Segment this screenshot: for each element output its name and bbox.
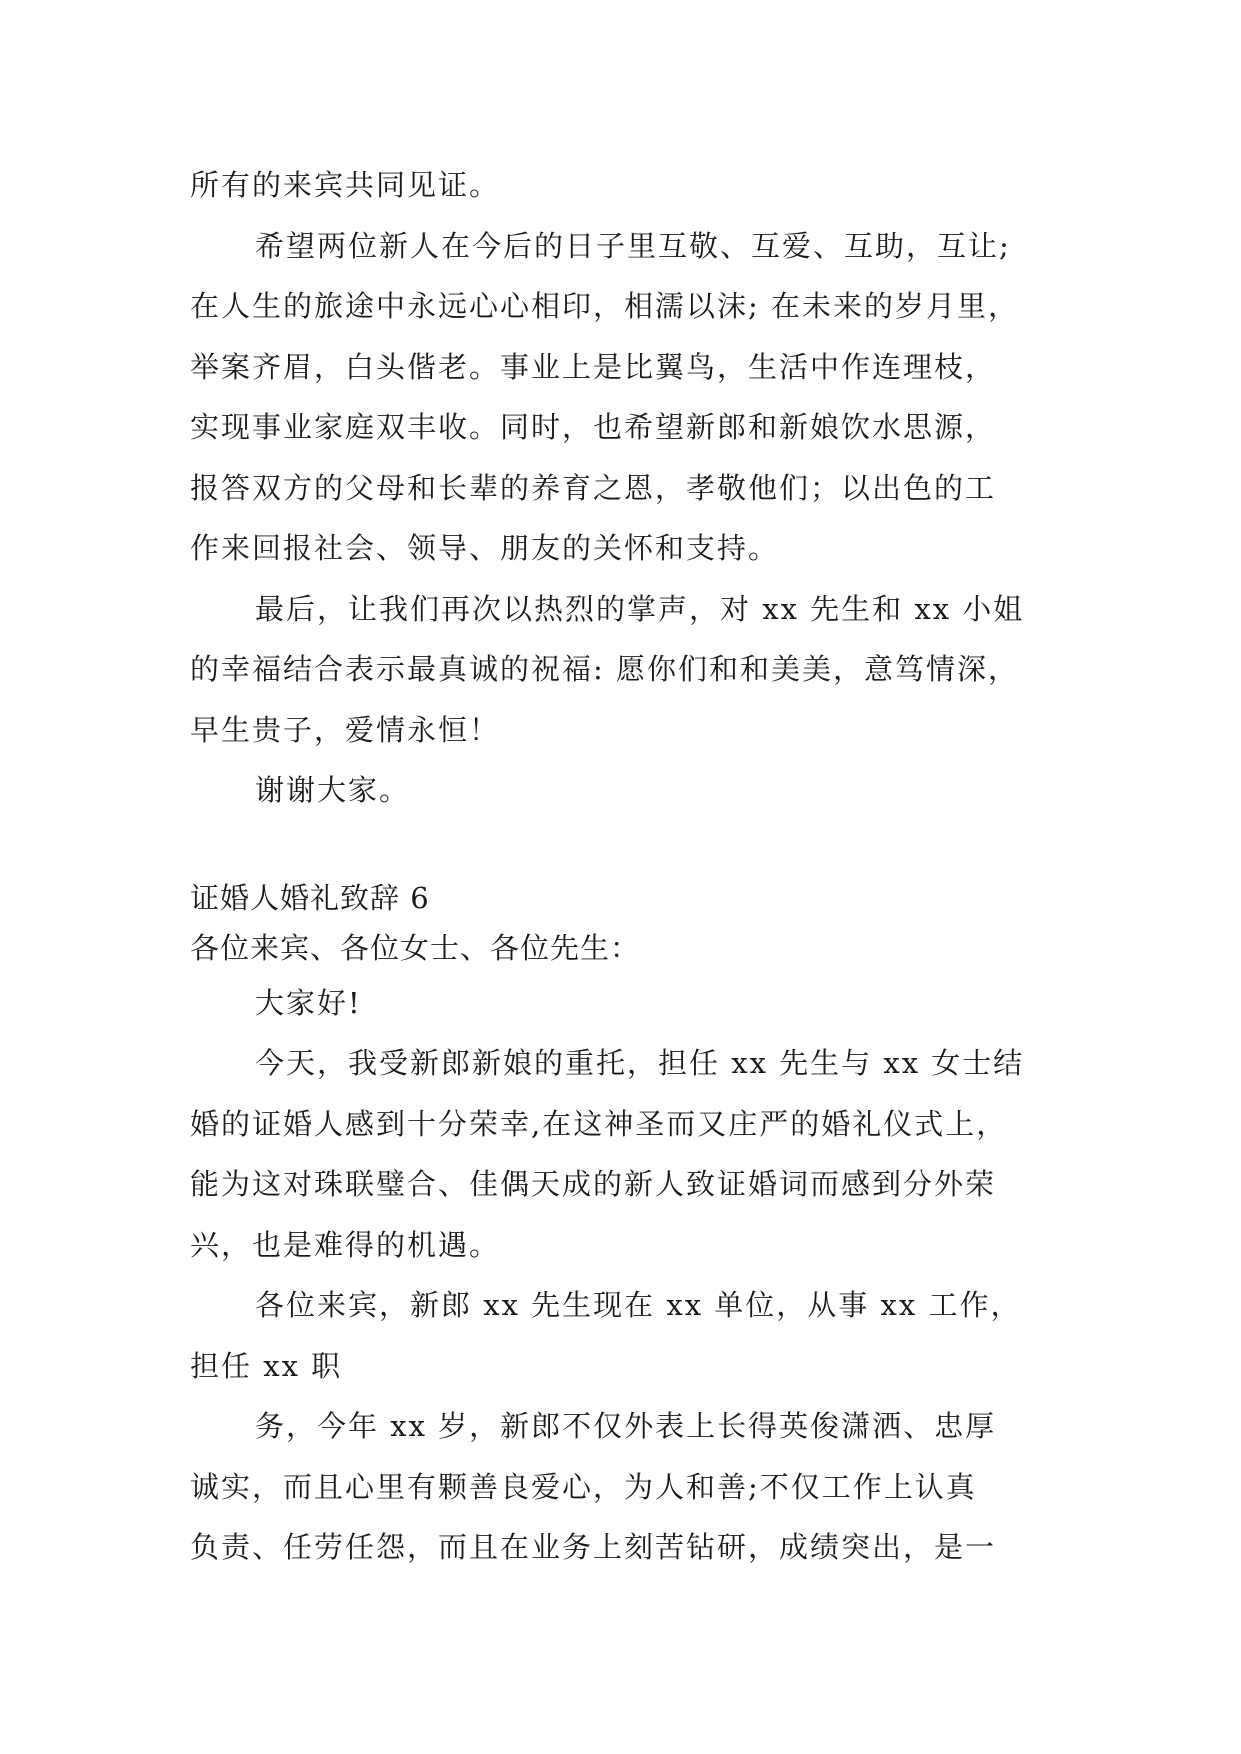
paragraph-line: 报答双方的父母和长辈的养育之恩，孝敬他们；以出色的工 bbox=[190, 470, 997, 505]
paragraph-line: 最后，让我们再次以热烈的掌声，对 xx 先生和 xx 小姐 bbox=[255, 591, 1025, 626]
paragraph-line: 各位来宾，新郎 xx 先生现在 xx 单位，从事 xx 工作， bbox=[255, 1288, 1022, 1322]
paragraph-line: 作来回报社会、领导、朋友的关怀和支持。 bbox=[190, 531, 780, 565]
paragraph-line: 兴，也是难得的机遇。 bbox=[190, 1227, 501, 1262]
section-heading: 证婚人婚礼致辞 6 bbox=[190, 880, 430, 915]
paragraph-line: 能为这对珠联璧合、佳偶天成的新人致证婚词而感到分外荣 bbox=[190, 1167, 997, 1201]
paragraph-line: 婚的证婚人感到十分荣幸,在这神圣而又庄严的婚礼仪式上， bbox=[190, 1106, 1008, 1141]
document-body bbox=[190, 155, 1060, 1578]
section-gap bbox=[190, 821, 1060, 873]
salutation: 各位来宾、各位女士、各位先生： bbox=[190, 930, 641, 965]
paragraph-line: 在人生的旅途中永远心心相印，相濡以沫; 在未来的岁月里， bbox=[190, 289, 1019, 323]
paragraph-line: 的幸福结合表示最真诚的祝福: 愿你们和和美美，意笃情深， bbox=[190, 652, 1019, 686]
paragraph-line: 希望两位新人在今后的日子里互敬、互爱、互助，互让; bbox=[255, 228, 1011, 263]
paragraph-line: 担任 xx 职 bbox=[190, 1348, 343, 1383]
greeting: 大家好! bbox=[255, 985, 362, 1020]
paragraph-line: 所有的来宾共同见证。 bbox=[190, 168, 501, 202]
closing-line: 谢谢大家。 bbox=[255, 773, 411, 807]
paragraph-line: 早生贵子，爱情永恒！ bbox=[190, 712, 501, 747]
paragraph-line: 务，今年 xx 岁，新郎不仅外表上长得英俊潇洒、忠厚 bbox=[255, 1409, 997, 1443]
paragraph-line: 举案齐眉，白头偕老。事业上是比翼鸟，生活中作连理枝， bbox=[190, 349, 997, 384]
paragraph-line: 实现事业家庭双丰收。同时，也希望新郎和新娘饮水思源， bbox=[190, 410, 997, 444]
paragraph-line: 今天，我受新郎新娘的重托，担任 xx 先生与 xx 女士结 bbox=[255, 1046, 1025, 1080]
paragraph-line: 诚实，而且心里有颗善良爱心，为人和善;不仅工作上认真 bbox=[190, 1469, 977, 1504]
paragraph-line: 负责、任劳任怨，而且在业务上刻苦钻研，成绩突出，是一 bbox=[190, 1530, 997, 1564]
